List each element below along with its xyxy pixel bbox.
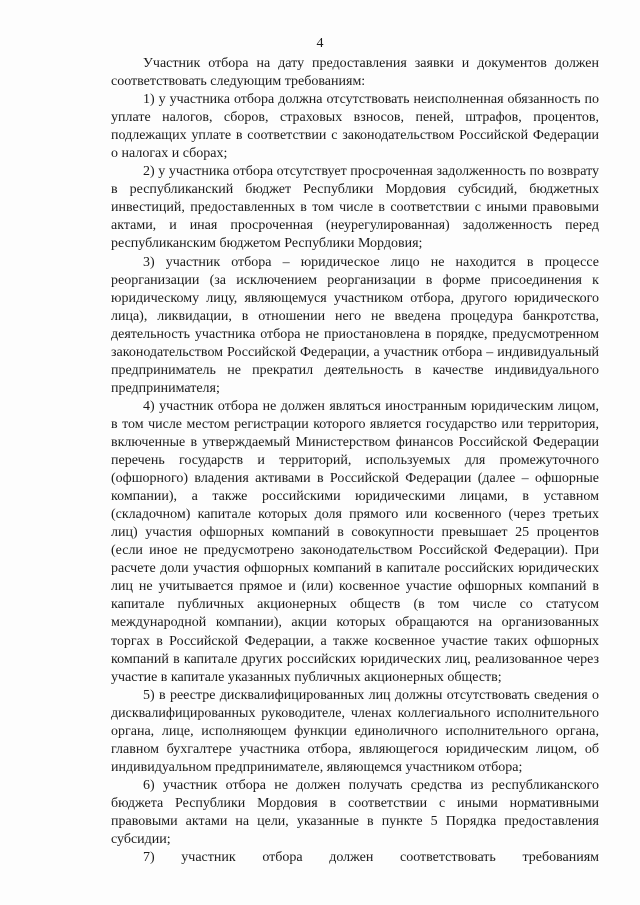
document-body xyxy=(111,55,599,867)
requirement-2-paragraph: 2) у участника отбора отсутствует просроченная задолженность по возврату в республиканский бюджет Республики Мордовия субсидий, бюджетных инвестиций, предоставленных в том числе в соответствии с иными правовыми актами, и иная просроченная (неурегулированная) задолженность перед республиканским бюджетом Республики Мордовия; xyxy=(111,164,599,252)
requirement-4-paragraph: 4) участник отбора не должен являться иностранным юридическим лицом, в том числе местом регистрации которого является государство или территория, включенные в утверждаемый Министерством финансов Российской Федерации перечень государств и территорий, используемых для промежуточного (офшорного) владения активами в Российской Федерации (далее – офшорные компании), а также российскими юридическими лицами, в уставном (складочном) капитале которых доля прямого или косвенного (через третьих лиц) участия офшорных компаний в совокупности превышает 25 процентов (если иное не предусмотрено законодательством Российской Федерации). При расчете доли участия офшорных компаний в капитале российских юридических лиц не учитывается прямое и (или) косвенное участие офшорных компаний в капитале публичных акционерных обществ (в том числе со статусом международной компании), акции которых обращаются на организованных торгах в Российской Федерации, а также косвенное участие таких офшорных компаний в капитале других российских юридических лиц, реализованное через участие в капитале указанных публичных акционерных обществ; xyxy=(111,398,599,685)
requirement-6-paragraph: 6) участник отбора не должен получать средства из республиканского бюджета Республики Мордовия в соответствии с иными нормативными правовыми актами на цели, указанные в пункте 5 Порядка предоставления субсидии; xyxy=(111,777,599,848)
requirement-3-paragraph: 3) участник отбора – юридическое лицо не находится в процессе реорганизации (за исключением реорганизации в форме присоединения к юридическому лицу, являющемуся участником отбора, другого юридического лица), ликвидации, в отношении него не введена процедура банкротства, деятельность участника отбора не приостановлена в порядке, предусмотренном законодательством Российской Федерации, а участник отбора – индивидуальный предприниматель не прекратил деятельность в качестве индивидуального предпринимателя; xyxy=(111,254,599,396)
requirement-5-paragraph: 5) в реестре дисквалифицированных лиц должны отсутствовать сведения о дисквалифицированных руководителе, членах коллегиального исполнительного органа, лице, исполняющем функции единоличного исполнительного органа, главном бухгалтере участника отбора, являющегося юридическим лицом, об индивидуальном предпринимателе, являющемся участником отбора; xyxy=(111,687,599,775)
requirement-1-paragraph: 1) у участника отбора должна отсутствовать неисполненная обязанность по уплате налогов, сборов, страховых взносов, пеней, штрафов, процентов, подлежащих уплате в соответствии с законодательством Российской Федерации о налогах и сборах; xyxy=(111,92,599,162)
intro-paragraph: Участник отбора на дату предоставления заявки и документов должен соответствовать следующим требованиям: xyxy=(111,56,599,90)
page-number: 4 xyxy=(316,36,324,51)
requirement-7-paragraph: 7) участник отбора должен соответствовать требованиям xyxy=(143,850,599,866)
